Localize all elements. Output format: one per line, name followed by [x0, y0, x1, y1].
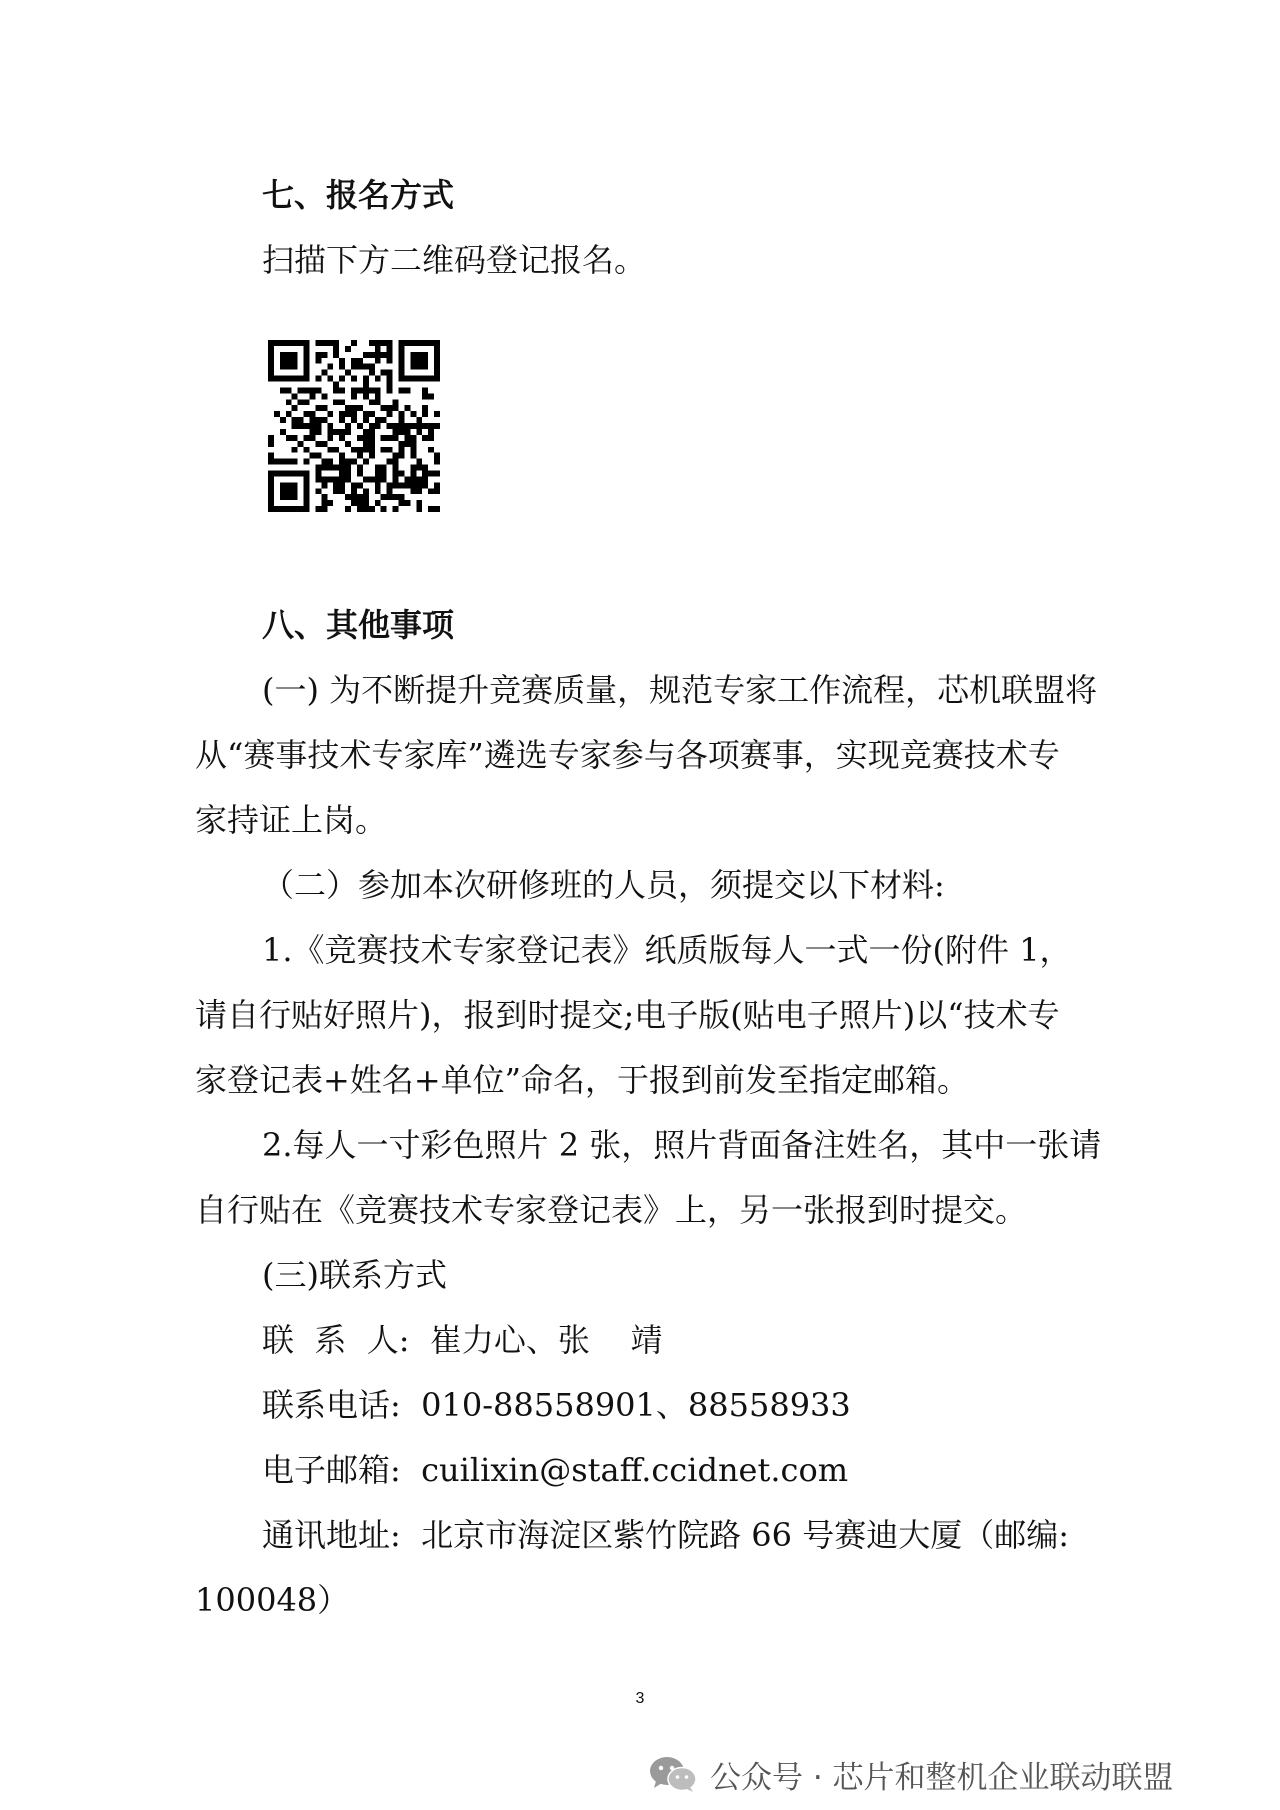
page-number: 3: [635, 1690, 645, 1707]
wechat-icon: [648, 1755, 698, 1793]
paragraph-2: （二）参加本次研修班的人员，须提交以下材料:: [262, 866, 945, 904]
contact-email: 电子邮箱: cuilixin@staff.ccidnet.com: [262, 1451, 849, 1489]
paragraph-3-line-1: 1.《竞赛技术专家登记表》纸质版每人一式一份(附件 1，: [262, 931, 1072, 969]
paragraph-4-line-2: 自行贴在《竞赛技术专家登记表》上，另一张报到时提交。: [195, 1191, 1028, 1229]
contact-person: 联 系 人: 崔力心、张 靖: [262, 1321, 663, 1359]
watermark-text: 公众号 · 芯片和整机企业联动联盟: [710, 1759, 1174, 1796]
contact-address-line-1: 通讯地址: 北京市海淀区紫竹院路 66 号赛迪大厦（邮编:: [262, 1516, 1069, 1554]
paragraph-3-line-3: 家登记表+姓名+单位”命名，于报到前发至指定邮箱。: [195, 1061, 969, 1099]
contact-phone: 联系电话: 010-88558901、88558933: [262, 1386, 851, 1424]
section-8-heading: 八、其他事项: [262, 606, 455, 644]
contact-address-line-2: 100048）: [195, 1581, 350, 1619]
paragraph-1-line-1: (一) 为不断提升竞赛质量，规范专家工作流程，芯机联盟将: [262, 671, 1098, 709]
section-7-text: 扫描下方二维码登记报名。: [262, 241, 647, 279]
paragraph-1-line-3: 家持证上岗。: [195, 801, 388, 839]
section-7-heading: 七、报名方式: [262, 176, 455, 214]
paragraph-3-line-2: 请自行贴好照片)，报到时提交;电子版(贴电子照片)以“技术专: [195, 996, 1060, 1034]
watermark: [648, 1752, 1174, 1796]
qr-code-icon[interactable]: [268, 340, 440, 512]
paragraph-1-line-2: 从“赛事技术专家库”遴选专家参与各项赛事，实现竞赛技术专: [195, 736, 1060, 774]
paragraph-4-line-1: 2.每人一寸彩色照片 2 张，照片背面备注姓名，其中一张请: [262, 1126, 1102, 1164]
contact-heading: (三)联系方式: [262, 1256, 447, 1294]
